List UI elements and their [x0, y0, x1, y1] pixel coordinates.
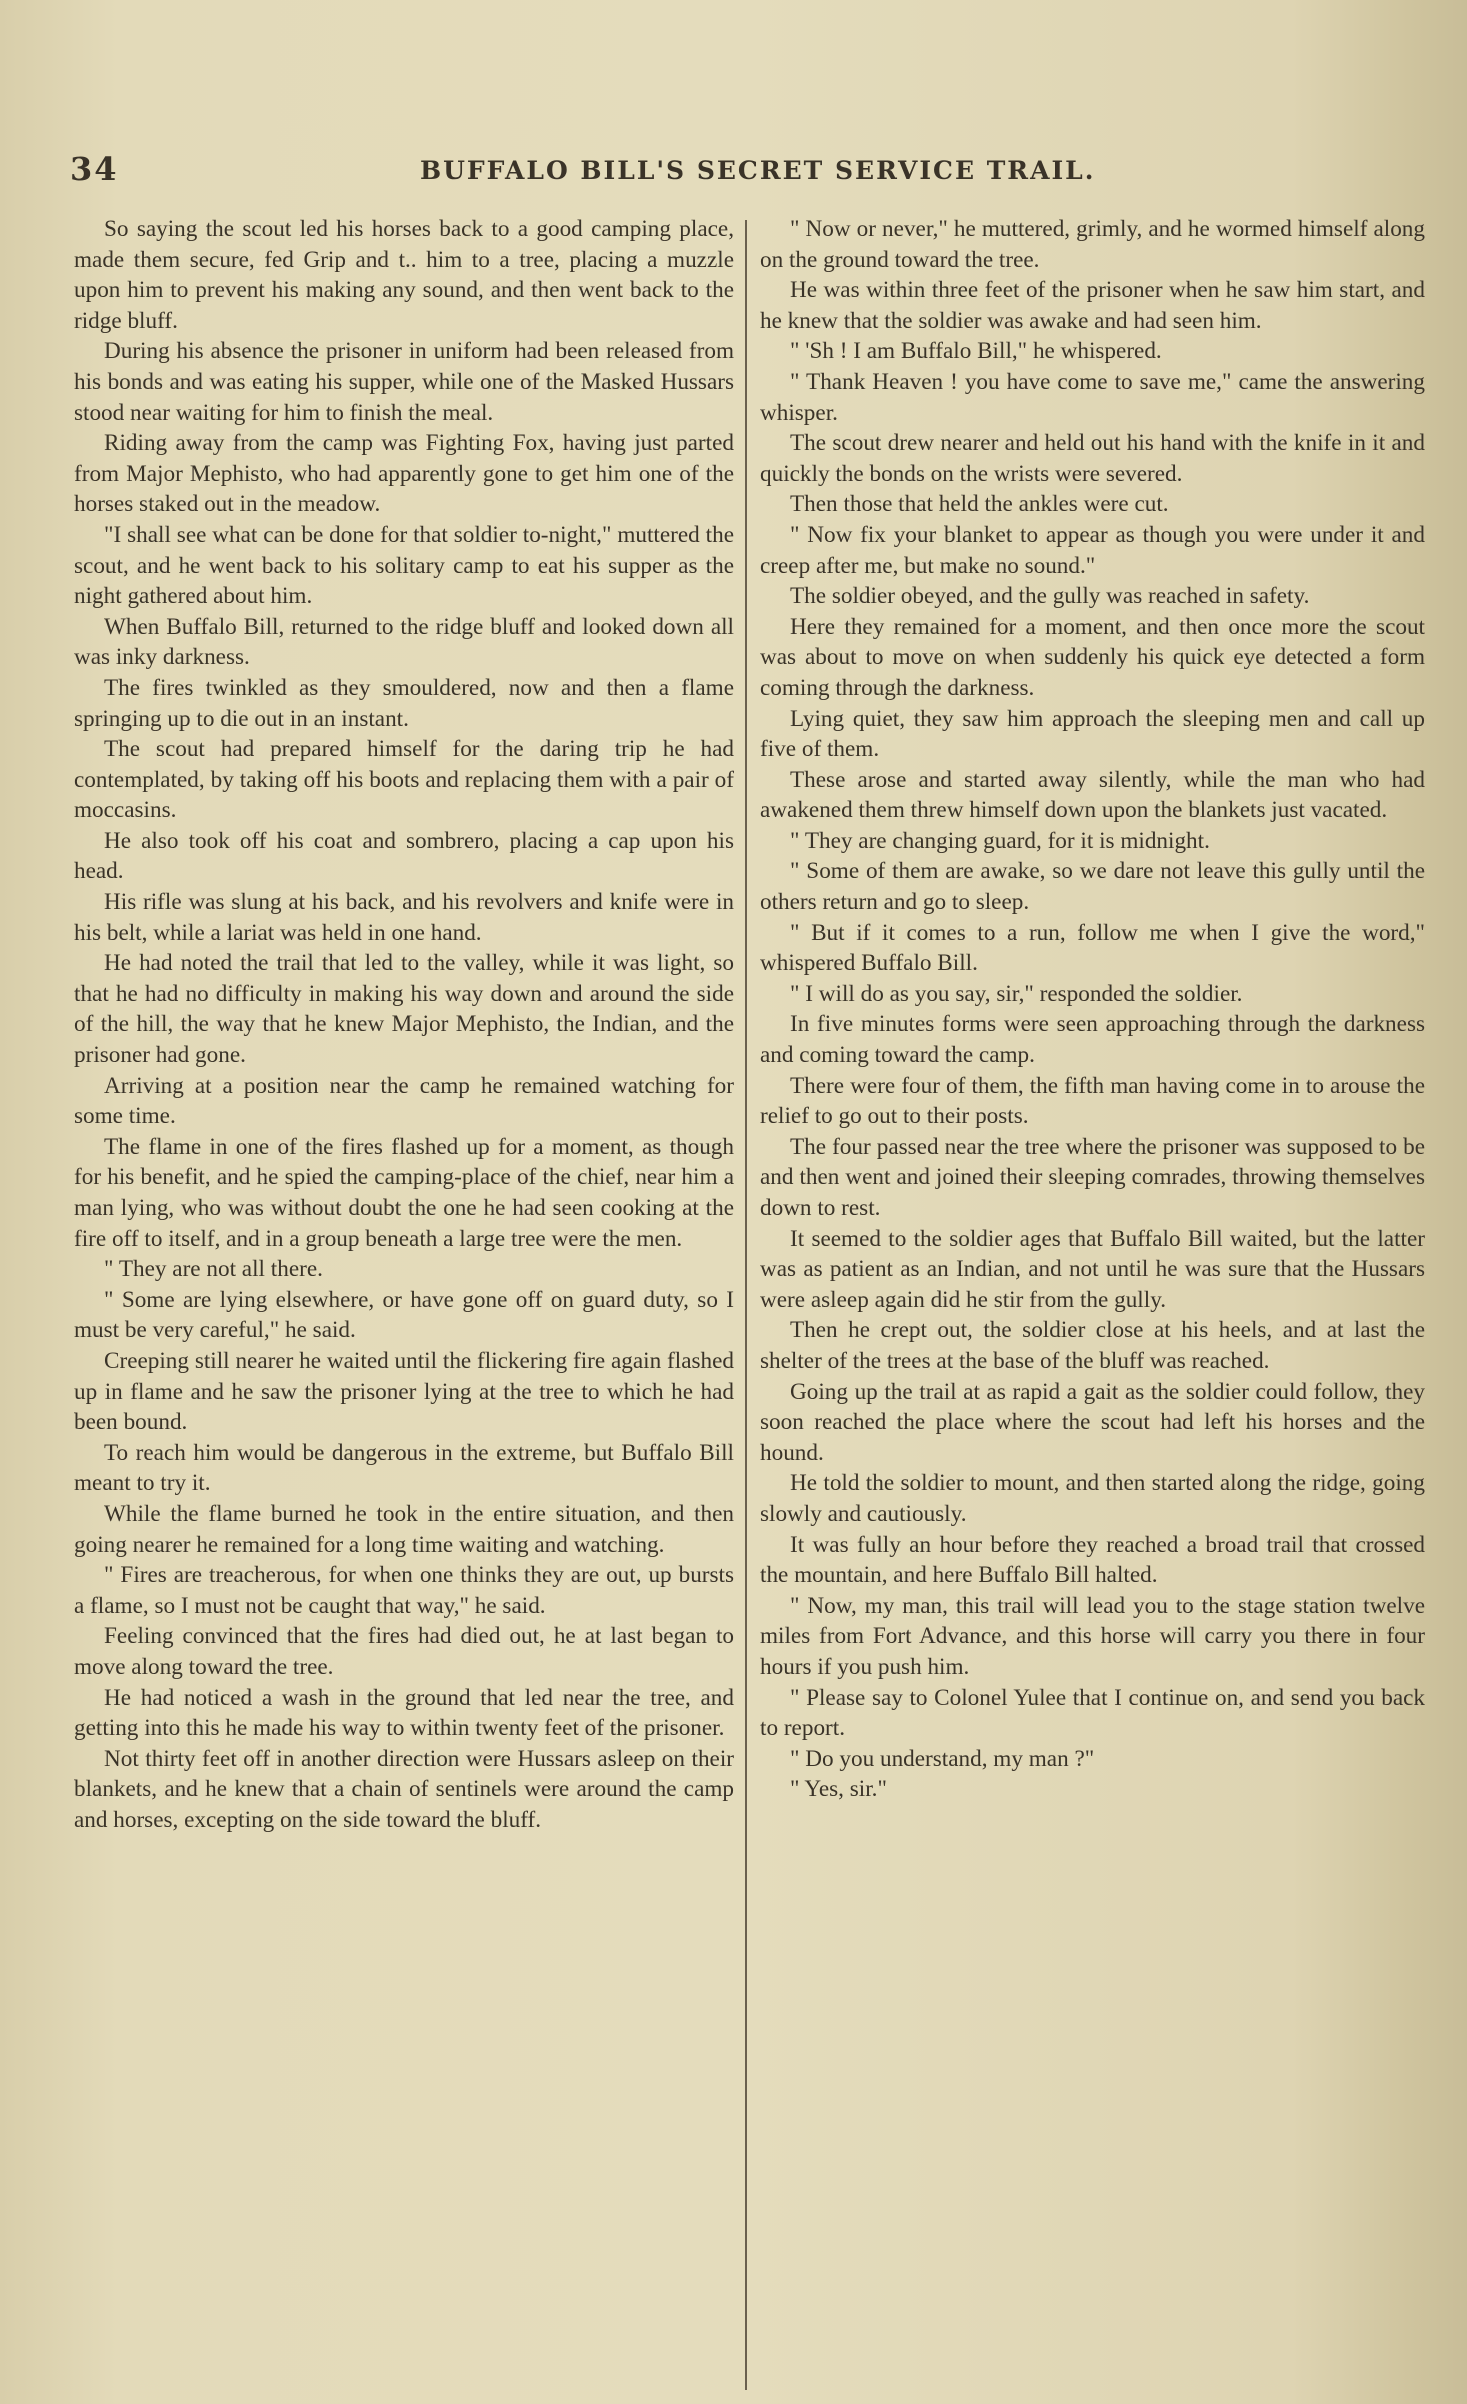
- paragraph: These arose and started away silently, while the man who had awakened them threw himself down upon the blankets just vacated.: [760, 766, 1425, 824]
- paragraph: He had noted the trail that led to the valley, while it was light, so that he had no difficulty in making his way down and around the side of the hill, the way that he knew Major Mephisto, the Indian, and the prisoner had gone.: [74, 950, 734, 1069]
- paragraph: Not thirty feet off in another direction were Hussars asleep on their blankets, and he knew that a chain of sentinels were around the camp and horses, excepting on the side toward the bluff.: [74, 1745, 734, 1833]
- paragraph: The soldier obeyed, and the gully was reached in safety.: [790, 583, 1310, 610]
- paragraph: " Now, my man, this trail will lead you to the stage station twelve miles from Fort Advance, and this horse will carry you there in four hours if you push him.: [760, 1592, 1425, 1680]
- paragraph: The scout had prepared himself for the daring trip he had contemplated, by taking off his boots and replacing them with a pair of moccasins.: [74, 736, 734, 824]
- paragraph: There were four of them, the fifth man having come in to arouse the relief to go out to their posts.: [760, 1072, 1425, 1130]
- paragraph: Going up the trail at as rapid a gait as the soldier could follow, they soon reached the place where the scout had left his horses and the hound.: [760, 1378, 1425, 1466]
- paragraph: In five minutes forms were seen approaching through the darkness and coming toward the camp.: [760, 1011, 1425, 1069]
- paragraph: " Yes, sir.": [790, 1776, 887, 1803]
- page-number: 34: [70, 150, 119, 188]
- paragraph: " Please say to Colonel Yulee that I continue on, and send you back to report.: [760, 1684, 1425, 1742]
- paragraph: During his absence the prisoner in uniform had been released from his bonds and was eating his supper, while one of the Masked Hussars stood near waiting for him to finish the meal.: [74, 338, 734, 426]
- paragraph: Creeping still nearer he waited until the flickering fire again flashed up in flame and he saw the prisoner lying at the tree to which he had been bound.: [74, 1347, 734, 1436]
- paragraph: It was fully an hour before they reached a broad trail that crossed the mountain, and here Buffalo Bill halted.: [760, 1531, 1425, 1589]
- paragraph: " But if it comes to a run, follow me when I give the word," whispered Buffalo Bill.: [760, 919, 1425, 977]
- paragraph: " 'Sh ! I am Buffalo Bill," he whispered.: [790, 338, 1162, 365]
- paragraph: The flame in one of the fires flashed up for a moment, as though for his benefit, and he spied the camping-place of the chief, near him a man lying, who was without doubt the one he had seen cooking at the fire off to itself, and in a group beneath a large tree were the men.: [74, 1133, 734, 1252]
- paragraph: " Fires are treacherous, for when one thinks they are out, up bursts a flame, so I must not be caught that way," he said.: [74, 1562, 734, 1619]
- paragraph: He had noticed a wash in the ground that led near the tree, and getting into this he made his way to within twenty feet of the prisoner.: [74, 1684, 734, 1742]
- paragraph: His rifle was slung at his back, and his revolvers and knife were in his belt, while a lariat was held in one hand.: [74, 889, 734, 946]
- right-column: [760, 214, 1425, 1805]
- paragraph: " Thank Heaven ! you have come to save me," came the answering whisper.: [760, 368, 1425, 426]
- paragraph: He also took off his coat and sombrero, placing a cap upon his head.: [74, 827, 734, 885]
- paragraph: The fires twinkled as they smouldered, now and then a flame springing up to die out in an instant.: [74, 674, 734, 732]
- paragraph: " Now or never," he muttered, grimly, and he wormed himself along on the ground toward the tree.: [760, 216, 1425, 273]
- paragraph: He told the soldier to mount, and then started along the ridge, going slowly and cautiously.: [760, 1470, 1425, 1527]
- column-divider: [745, 220, 747, 2390]
- paragraph: " They are changing guard, for it is midnight.: [790, 827, 1210, 854]
- left-column: [74, 214, 734, 1835]
- paragraph: " I will do as you say, sir," responded the soldier.: [790, 980, 1243, 1007]
- paragraph: The four passed near the tree where the prisoner was supposed to be and then went and joined their sleeping comrades, throwing themselves down to rest.: [760, 1133, 1425, 1221]
- paragraph: While the flame burned he took in the entire situation, and then going nearer he remained for a long time waiting and watching.: [74, 1500, 734, 1558]
- paragraph: So saying the scout led his horses back to a good camping place, made them secure, fed Grip and t.. him to a tree, placing a muzzle upon him to prevent his making any sound, and then went back to the ridge bluff.: [74, 216, 734, 334]
- paragraph: " They are not all there.: [104, 1256, 323, 1283]
- paragraph: " Some are lying elsewhere, or have gone off on guard duty, so I must be very careful," he said.: [74, 1286, 734, 1344]
- paragraph: Riding away from the camp was Fighting Fox, having just parted from Major Mephisto, who had apparently gone to get him one of the horses staked out in the meadow.: [74, 430, 734, 518]
- running-head: BUFFALO BILL'S SECRET SERVICE TRAIL.: [420, 156, 1096, 185]
- page-header: [70, 150, 1400, 190]
- paragraph: Here they remained for a moment, and then once more the scout was about to move on when suddenly his quick eye detected a form coming through the darkness.: [760, 613, 1425, 701]
- paragraph: To reach him would be dangerous in the extreme, but Buffalo Bill meant to try it.: [74, 1439, 734, 1497]
- paragraph: " Some of them are awake, so we dare not leave this gully until the others return and go to sleep.: [760, 858, 1425, 916]
- paragraph: " Do you understand, my man ?": [790, 1745, 1095, 1772]
- paragraph: "I shall see what can be done for that soldier to-night," muttered the scout, and he went back to his solitary camp to eat his supper as the night gathered about him.: [74, 521, 734, 610]
- paragraph: " Now fix your blanket to appear as though you were under it and creep after me, but make no sound.": [760, 521, 1425, 579]
- paragraph: Then he crept out, the soldier close at his heels, and at last the shelter of the trees at the base of the bluff was reached.: [760, 1317, 1425, 1374]
- paragraph: When Buffalo Bill, returned to the ridge bluff and looked down all was inky darkness.: [74, 613, 734, 671]
- paragraph: Lying quiet, they saw him approach the sleeping men and call up five of them.: [760, 705, 1425, 763]
- paragraph: Arriving at a position near the camp he remained watching for some time.: [74, 1072, 734, 1130]
- paragraph: Feeling convinced that the fires had died out, he at last began to move along toward the tree.: [74, 1623, 734, 1680]
- paragraph: It seemed to the soldier ages that Buffalo Bill waited, but the latter was as patient as an Indian, and not until he was sure that the Hussars were asleep again did he stir from the gully.: [760, 1225, 1425, 1313]
- paragraph: Then those that held the ankles were cut.: [790, 491, 1169, 518]
- paragraph: He was within three feet of the prisoner when he saw him start, and he knew that the soldier was awake and had seen him.: [760, 277, 1425, 334]
- paragraph: The scout drew nearer and held out his hand with the knife in it and quickly the bonds on the wrists were severed.: [760, 430, 1425, 487]
